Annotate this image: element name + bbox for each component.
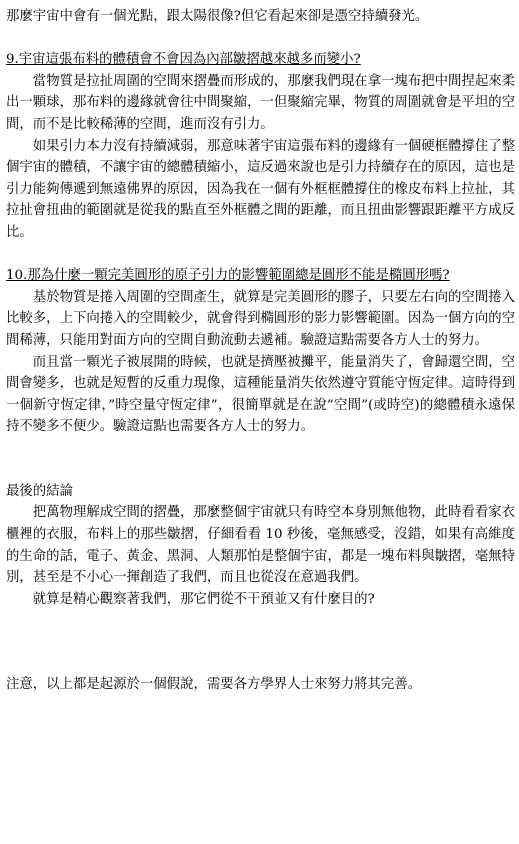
spacer: [6, 610, 515, 674]
section-9-paragraph-2: 如果引力本力沒有持續減弱，那意味著宇宙這張布料的邊緣有一個硬框體撐住了整個宇宙的體積，不讓宇宙的總體積縮小，這反過來說也是引力持續存在的原因，這也是引力能夠傳遞到無遠佛界的原因，因為我在一個有外框框體撐住的橡皮布料上拉扯，其拉扯會扭曲的範圍就是從我的點直至外框體之間的距離，而且扭曲影響跟距離平方成反比。: [6, 138, 515, 240]
section-10-heading: 10.那為什麼一顆完美圓形的原子引力的影響範圍總是圓形不能是橢圓形嗎?: [6, 268, 450, 284]
section-9-paragraph-1: 當物質是拉扯周圍的空間來摺疊而形成的，那麼我們現在拿一塊布把中間捏起來柔出一顆球，那布料的邊緣就會往中間聚縮，一但聚縮完畢，物質的周圍就會是平坦的空間，而不是比較稀薄的空間，進而沒有引力。: [6, 73, 515, 132]
section-10-paragraph-1: 基於物質是捲入周圍的空間產生，就算是完美圓形的膠子，只要左右向的空間捲入比較多，上下向捲入的空間較少，就會得到橢圓形的影力影響範圍。因為一個方向的空間稀薄，只能用對面方向的空間自動流動去遞補。驗證這點需要各方人士的努力。: [6, 289, 515, 348]
intro-paragraph: 那麼宇宙中會有一個光點，跟太陽很像?但它看起來卻是憑空持續發光。: [6, 9, 429, 24]
section-10-paragraph-2: 而且當一顆光子被展開的時候，也就是擠壓被攤平，能量消失了，會歸還空間，空間會變多，也就是短暫的反重力現像，這種能量消失依然遵守質能守恆定律。這時得到一個新守恆定律，”時空量守恆定律”，很簡單就是在說”空間”(或時空)的總體積永遠保持不變多不便少。驗證這點也需要各方人士的努力。: [6, 354, 515, 435]
spacer: [6, 28, 515, 50]
conclusion-paragraph-2: 就算是精心觀察著我們，那它們從不干預並又有什麼目的?: [32, 591, 375, 607]
closing-note: 注意，以上都是起源於一個假說，需要各方學界人士來努力將其完善。: [6, 677, 422, 693]
spacer: [6, 244, 515, 266]
spacer: [6, 438, 515, 481]
conclusion-paragraph-1: 把萬物理解成空間的摺疊，那麼整個宇宙就只有時空本身別無他物，此時看看家衣櫃裡的衣服，布料上的那些皺摺，仔細看看 10 秒後，毫無感受，沒錯，如果有高維度的生命的話，電子、黃金、黑洞、人類那怕是整個宇宙，都是一塊布料與皺摺，毫無特別，甚至是不小心一揮創造了我們，而且也從沒在意過我們。: [6, 505, 515, 586]
section-9-heading: 9.宇宙這張布料的體積會不會因為內部皺摺越來越多而變小?: [6, 52, 361, 68]
conclusion-heading: 最後的結論: [6, 483, 73, 499]
